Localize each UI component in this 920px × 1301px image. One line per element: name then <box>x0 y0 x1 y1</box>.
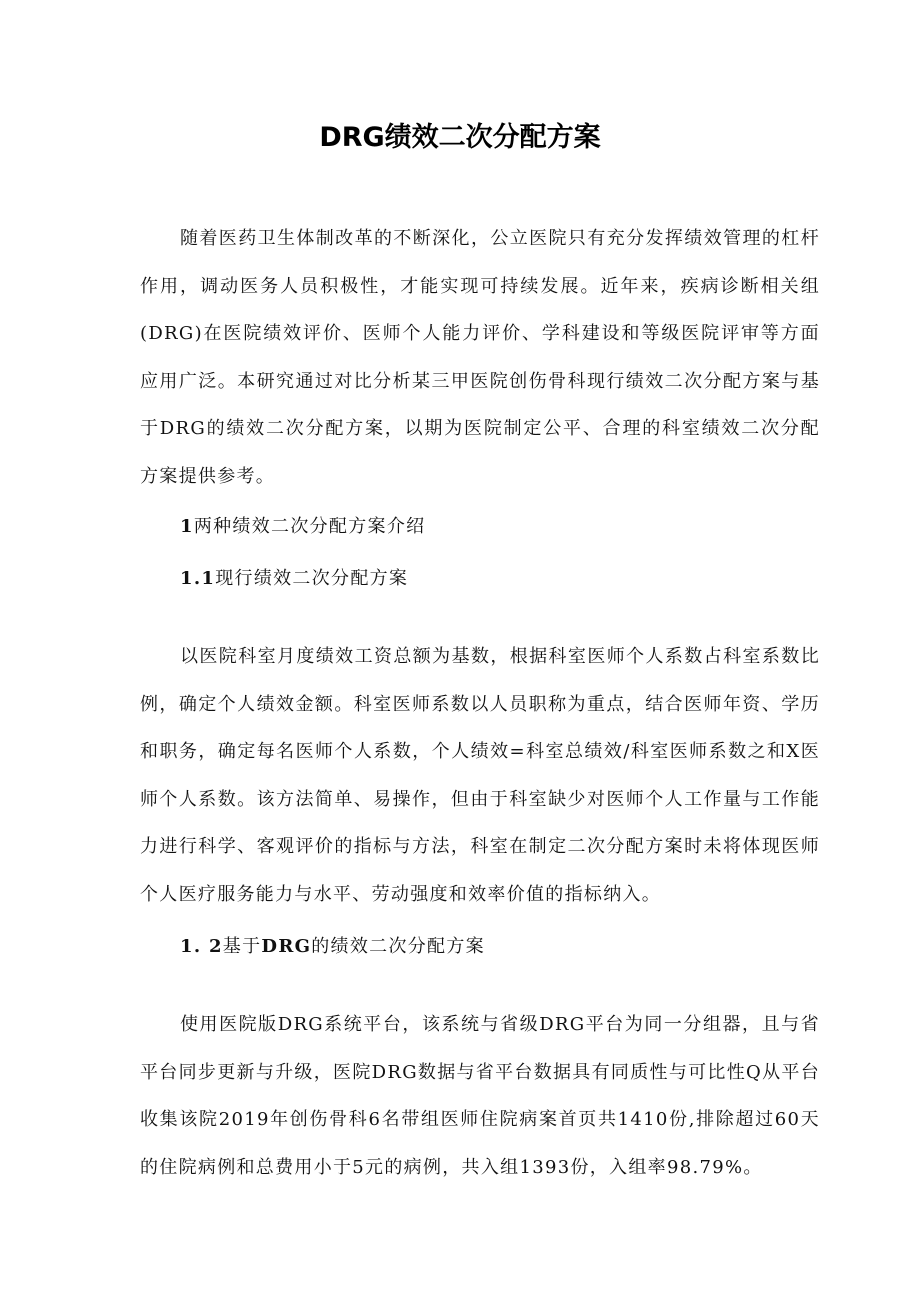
section-1-1-paragraph: 以医院科室月度绩效工资总额为基数，根据科室医师个人系数占科室系数比例，确定个人绩效金额。科室医师系数以人员职称为重点，结合医师年资、学历和职务，确定每名医师个人系数，个人绩效=科室总绩效/科室医师系数之和X医师个人系数。该方法简单、易操作，但由于科室缺少对医师个人工作量与工作能力进行科学、客观评价的指标与方法，科室在制定二次分配方案时未将体现医师个人医疗服务能力与水平、劳动强度和效率价值的指标纳入。 <box>140 646 820 905</box>
section-1-2-title-prefix: 基于 <box>222 936 262 957</box>
section-1-2-paragraph: 使用医院版DRG系统平台，该系统与省级DRG平台为同一分组器，且与省平台同步更新与升级，医院DRG数据与省平台数据具有同质性与可比性Q从平台收集该院2019年创伤骨科6名带组医师住院病案首页共1410份,排除超过60天的住院病例和总费用小于5元的病例，共入组1393份，入组率98.79%。 <box>140 1014 820 1178</box>
section-1-1-number: 1.1 <box>180 568 216 589</box>
section-1-2-number: 1. 2 <box>180 936 223 957</box>
section-1-1-title: 现行绩效二次分配方案 <box>215 568 409 589</box>
section-1-2-title-suffix: 的绩效二次分配方案 <box>311 936 485 957</box>
section-1-number: 1 <box>180 516 194 537</box>
section-1-1-heading <box>180 564 820 594</box>
section-1-title: 两种绩效二次分配方案介绍 <box>193 516 426 537</box>
section-1-2-title-bold: DRG <box>261 936 312 957</box>
intro-paragraph: 随着医药卫生体制改革的不断深化，公立医院只有充分发挥绩效管理的杠杆作用，调动医务人员积极性，才能实现可持续发展。近年来，疾病诊断相关组(DRG)在医院绩效评价、医师个人能力评价、学科建设和等级医院评审等方面应用广泛。本研究通过对比分析某三甲医院创伤骨科现行绩效二次分配方案与基于DRG的绩效二次分配方案，以期为医院制定公平、合理的科室绩效二次分配方案提供参考。 <box>140 228 820 487</box>
document-title: DRG绩效二次分配方案 <box>319 122 601 153</box>
section-1-2-heading <box>180 932 820 962</box>
section-1-heading <box>180 512 820 542</box>
